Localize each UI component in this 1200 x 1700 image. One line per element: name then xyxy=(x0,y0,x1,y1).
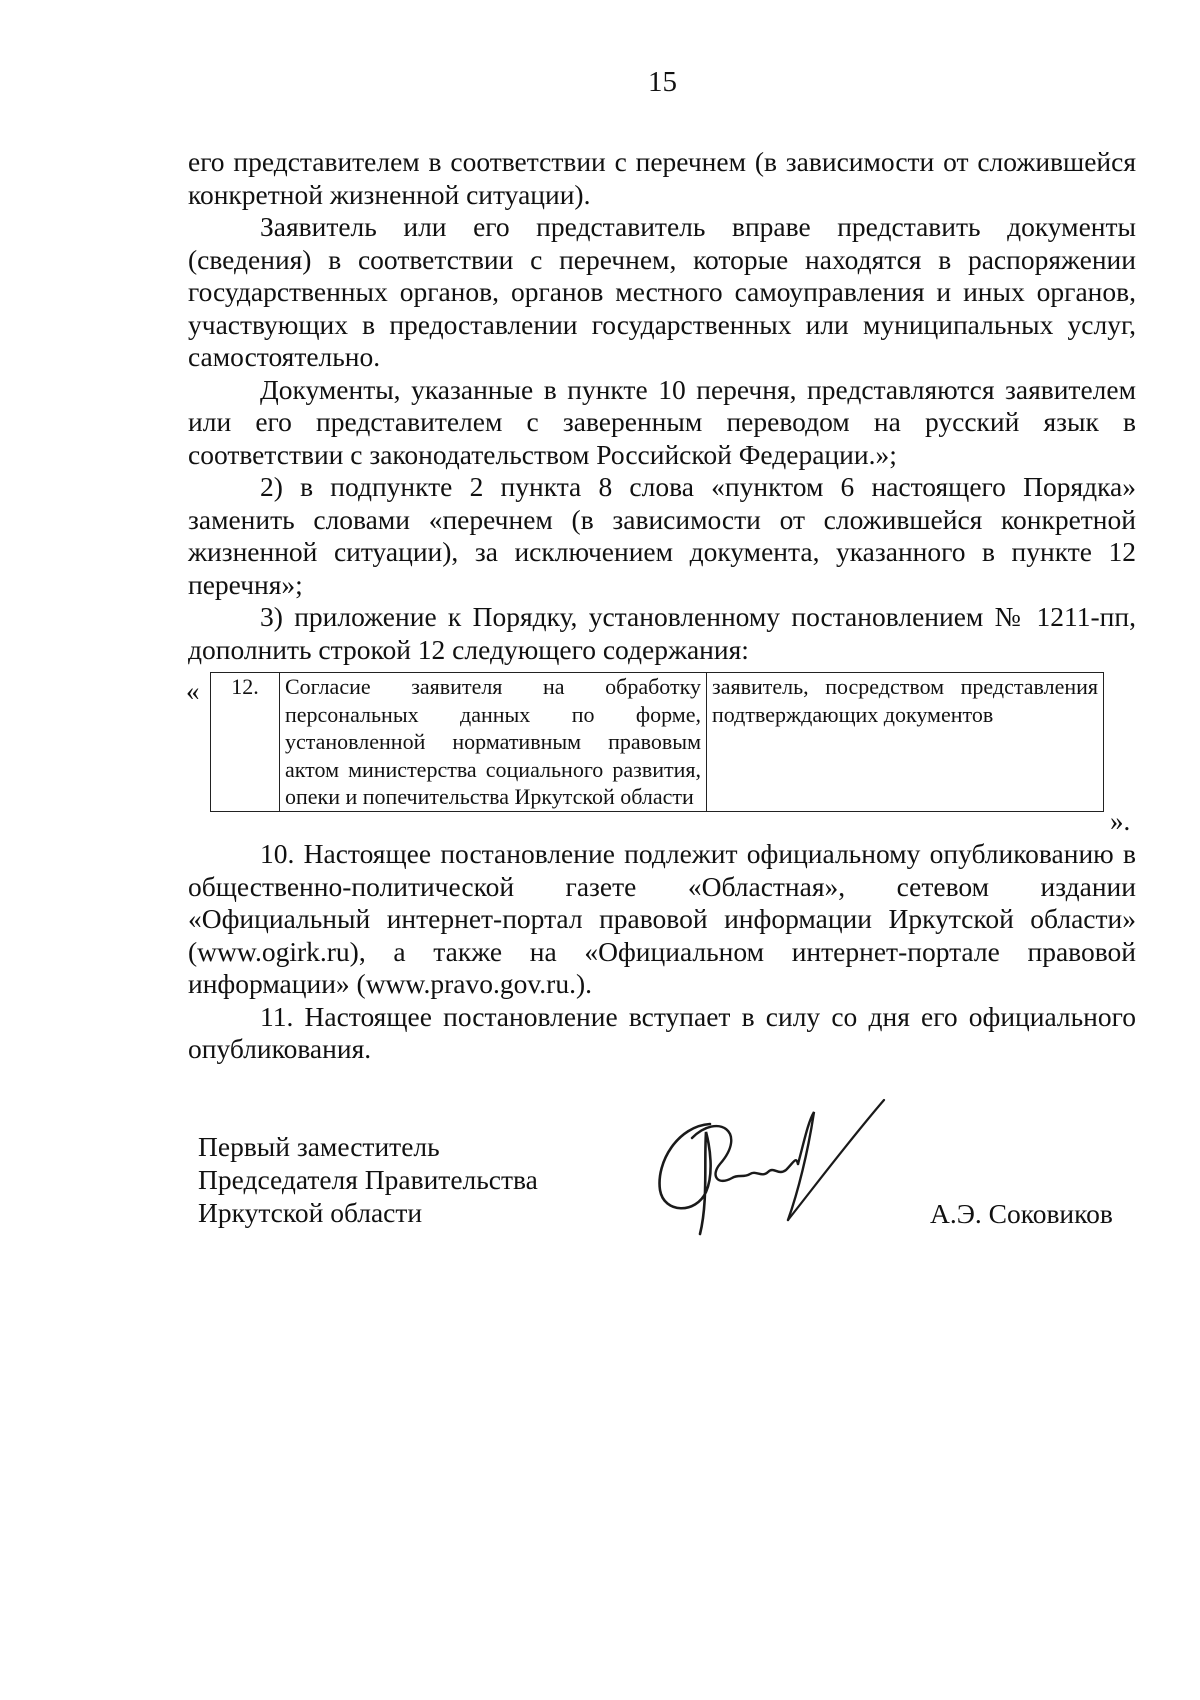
provider-cell: заявитель, посредством представления подтверждающих документов xyxy=(707,673,1104,812)
signer-position-line: Первый заместитель xyxy=(198,1131,440,1162)
signer-name: А.Э. Соковиков xyxy=(930,1198,1113,1229)
paragraph-item-3: 3) приложение к Порядку, установленному постановлением № 1211-пп, дополнить строкой 12 следующего содержания: xyxy=(188,601,1136,665)
paragraph-item-11: 11. Настоящее постановление вступает в силу со дня его официального опубликования. xyxy=(188,1000,1136,1064)
paragraph-continuation: его представителем в соответствии с перечнем (в зависимости от сложившейся конкретной жизненной ситуации). xyxy=(188,146,1136,210)
table-open-quote: « xyxy=(186,676,200,706)
signer-position-line: Иркутской области xyxy=(198,1197,423,1228)
signer-position xyxy=(198,1130,538,1229)
body-text-bottom xyxy=(188,838,1136,1066)
table-row xyxy=(211,673,1104,812)
document-cell: Согласие заявителя на обработку персональных данных по форме, установленной нормативным правовым актом министерства социального развития, опеки и попечительства Иркутской области xyxy=(280,673,707,812)
paragraph-applicant-right: Заявитель или его представитель вправе представить документы (сведения) в соответствии с перечнем, которые находятся в распоряжении государственных органов, органов местного самоуправления и иных органов, участвующих в предоставлении государственных или муниципальных услуг, самостоятельно. xyxy=(188,211,1136,372)
paragraph-translation: Документы, указанные в пункте 10 перечня, представляются заявителем или его представителем с заверенным переводом на русский язык в соответствии с законодательством Российской Федерации.»; xyxy=(188,373,1136,470)
appendix-table xyxy=(210,672,1104,812)
handwritten-signature xyxy=(648,1092,898,1242)
page-number: 15 xyxy=(648,66,677,98)
table-close-quote: ». xyxy=(1110,806,1131,836)
paragraph-item-2: 2) в подпункте 2 пункта 8 слова «пунктом 6 настоящего Порядка» заменить словами «перечнем (в зависимости от сложившейся конкретной жизненной ситуации), за исключением документа, указанного в пункте 12 перечня»; xyxy=(188,471,1136,600)
body-text-top xyxy=(188,146,1136,666)
paragraph-item-10: 10. Настоящее постановление подлежит официальному опубликованию в общественно-политической газете «Областная», сетевом издании «Официальный интернет-портал правовой информации Иркутской области» (www.ogirk.ru), а также на «Официальном интернет-портале правовой информации» (www.pravo.gov.ru.). xyxy=(188,838,1136,999)
row-number-cell: 12. xyxy=(211,673,280,812)
signer-position-line: Председателя Правительства xyxy=(198,1164,538,1195)
